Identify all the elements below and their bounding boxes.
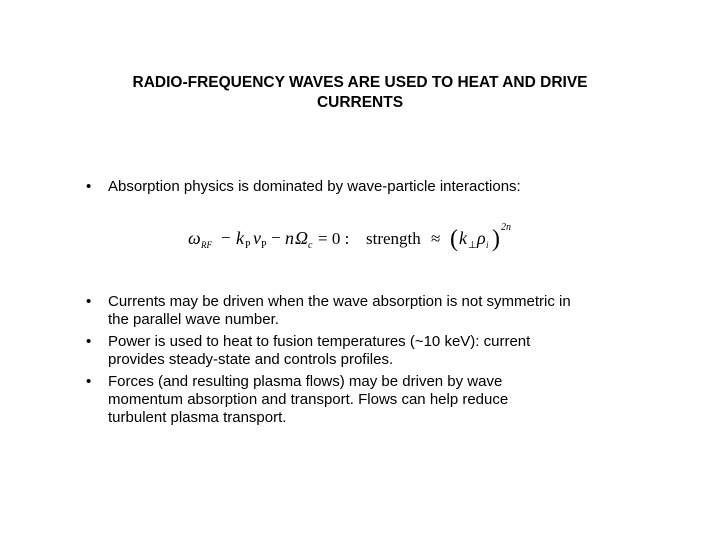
eq-equals-zero: = 0 : [318,229,350,248]
bullet-dot: • [86,373,92,390]
bullet-dot: • [86,333,92,350]
bullet-line: turbulent plasma transport. [108,409,287,426]
bullet-line: Forces (and resulting plasma flows) may be driven by wave [108,373,503,390]
eq-k2: k [459,228,467,248]
eq-Omega: Ω [295,228,309,248]
bullet-dot: • [86,178,92,195]
eq-lparen: ( [450,226,458,252]
bullet-text [108,373,656,427]
eq-k-sub: P [245,240,251,251]
eq-exponent: 2n [501,222,511,233]
bullet-text [108,293,656,329]
bullet-line: provides steady-state and controls profiles. [108,351,394,368]
eq-rparen: ) [492,226,500,252]
eq-rf-sub: RF [201,240,212,250]
eq-n: n [285,228,294,248]
title-line-1: RADIO-FREQUENCY WAVES ARE USED TO HEAT AND DRIVE [132,74,588,91]
bullet-line: Absorption physics is dominated by wave-particle interactions: [108,178,521,195]
eq-v-sub: P [261,240,267,251]
title-line-2: CURRENTS [316,94,404,111]
eq-k: k [236,228,244,248]
bullet-line: momentum absorption and transport. Flows can help reduce [108,391,509,408]
bullet-text [108,178,656,196]
bullet-line: Power is used to heat to fusion temperatures (~10 keV): current [108,333,531,350]
eq-strength: strength [366,229,421,248]
eq-v: v [253,228,261,248]
eq-c-sub: c [308,240,313,251]
bullet-text [108,333,656,369]
eq-i-sub: i [486,240,489,250]
bullet-line: Currents may be driven when the wave absorption is not symmetric in [108,293,571,310]
bullet-line: the parallel wave number. [108,311,279,328]
slide-title [60,73,660,113]
bullet-dot: • [86,293,92,310]
dispersion-equation [188,220,528,260]
eq-approx: ≈ [431,229,441,248]
equation-graphic [188,220,528,260]
eq-rho: ρ [477,228,486,248]
eq-omega: ω [188,228,201,248]
eq-perp: ⊥ [468,240,477,251]
eq-minus-2: − [271,228,281,247]
eq-minus-1: − [221,228,231,247]
